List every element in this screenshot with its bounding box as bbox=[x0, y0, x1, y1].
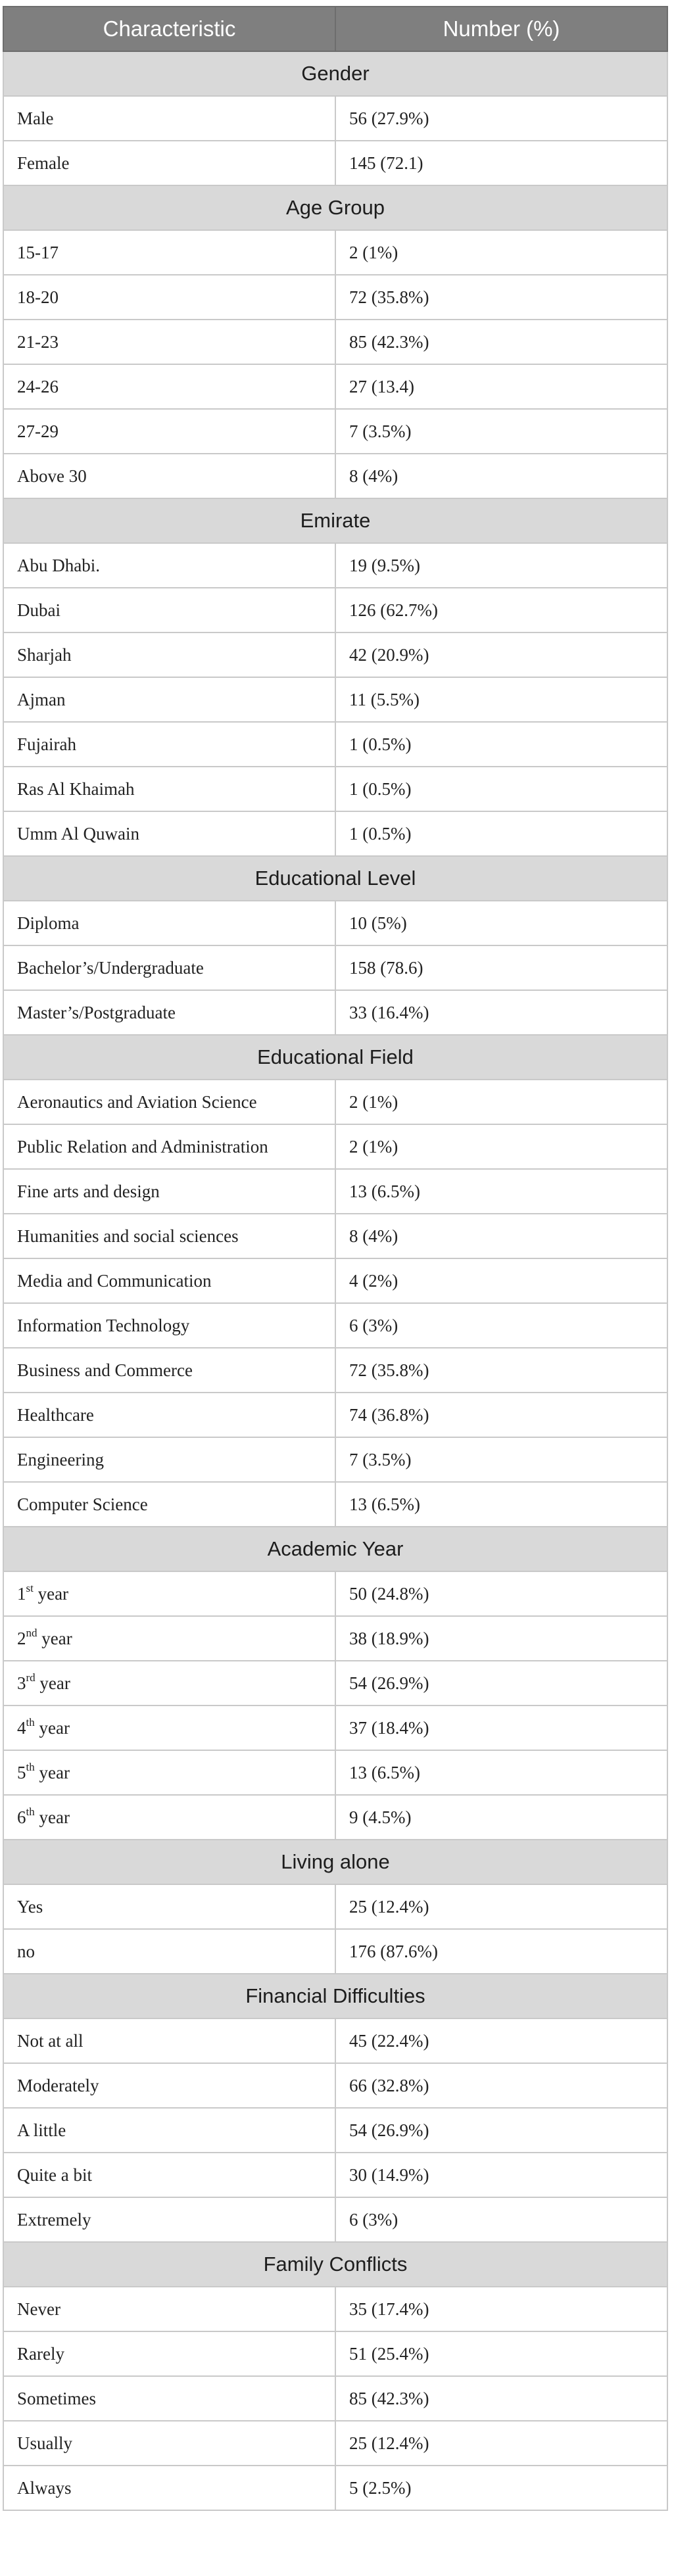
section-title: Gender bbox=[3, 51, 667, 96]
row-value: 13 (6.5%) bbox=[335, 1750, 667, 1795]
row-label-cell bbox=[3, 1124, 335, 1169]
table-row bbox=[3, 275, 667, 320]
row-value: 4 (2%) bbox=[335, 1258, 667, 1303]
row-label: Female bbox=[17, 153, 70, 173]
row-label-cell bbox=[3, 1258, 335, 1303]
ordinal-suffix: st bbox=[26, 1581, 34, 1594]
table-row bbox=[3, 990, 667, 1035]
row-label-cell bbox=[3, 677, 335, 722]
table-row bbox=[3, 1705, 667, 1750]
row-value: 8 (4%) bbox=[335, 454, 667, 498]
row-label: Engineering bbox=[17, 1449, 104, 1469]
row-label: Sometimes bbox=[17, 2388, 96, 2408]
table-row bbox=[3, 409, 667, 454]
row-label-cell bbox=[3, 1929, 335, 1974]
row-value: 11 (5.5%) bbox=[335, 677, 667, 722]
row-value: 54 (26.9%) bbox=[335, 1661, 667, 1705]
row-label-suffix: year bbox=[34, 1717, 70, 1738]
row-label-cell bbox=[3, 2063, 335, 2108]
row-label: Yes bbox=[17, 1896, 43, 1917]
table-row bbox=[3, 1214, 667, 1258]
row-value: 25 (12.4%) bbox=[335, 1884, 667, 1929]
row-label-cell bbox=[3, 1437, 335, 1482]
row-value: 10 (5%) bbox=[335, 901, 667, 945]
row-label-cell bbox=[3, 722, 335, 767]
row-label: Aeronautics and Aviation Science bbox=[17, 1091, 257, 1112]
row-label: Diploma bbox=[17, 913, 80, 933]
section-header-row bbox=[3, 1035, 667, 1080]
row-label: 4 bbox=[17, 1717, 26, 1738]
row-label-cell bbox=[3, 364, 335, 409]
row-value: 2 (1%) bbox=[335, 1124, 667, 1169]
table-row bbox=[3, 1482, 667, 1527]
section-header-row bbox=[3, 185, 667, 230]
row-label: Healthcare bbox=[17, 1404, 94, 1425]
row-label-suffix: year bbox=[34, 1807, 70, 1827]
row-value: 13 (6.5%) bbox=[335, 1169, 667, 1214]
row-label: Public Relation and Administration bbox=[17, 1136, 268, 1157]
row-value: 1 (0.5%) bbox=[335, 767, 667, 811]
row-label: Rarely bbox=[17, 2343, 64, 2364]
table-row bbox=[3, 1795, 667, 1840]
row-value: 5 (2.5%) bbox=[335, 2466, 667, 2510]
table-row bbox=[3, 1303, 667, 1348]
row-label-cell bbox=[3, 320, 335, 364]
section-title: Family Conflicts bbox=[3, 2242, 667, 2287]
row-label: Above 30 bbox=[17, 465, 87, 486]
section-title: Educational Field bbox=[3, 1035, 667, 1080]
table-row bbox=[3, 454, 667, 498]
row-value: 50 (24.8%) bbox=[335, 1571, 667, 1616]
row-label: Ajman bbox=[17, 689, 66, 709]
row-label-cell bbox=[3, 1884, 335, 1929]
section-title: Academic Year bbox=[3, 1527, 667, 1571]
row-label: Master’s/Postgraduate bbox=[17, 1002, 176, 1022]
section-header-row bbox=[3, 51, 667, 96]
row-value: 145 (72.1) bbox=[335, 141, 667, 185]
row-value: 27 (13.4) bbox=[335, 364, 667, 409]
table-row bbox=[3, 632, 667, 677]
ordinal-suffix: th bbox=[26, 1760, 35, 1773]
row-label-cell bbox=[3, 1661, 335, 1705]
row-label: Humanities and social sciences bbox=[17, 1226, 239, 1246]
row-label-suffix: year bbox=[35, 1673, 70, 1693]
row-label-cell bbox=[3, 2421, 335, 2466]
header-number: Number (%) bbox=[335, 7, 667, 51]
row-label-cell bbox=[3, 2376, 335, 2421]
row-value: 35 (17.4%) bbox=[335, 2287, 667, 2331]
table-row bbox=[3, 1616, 667, 1661]
table-row bbox=[3, 141, 667, 185]
row-label-cell bbox=[3, 588, 335, 632]
row-value: 126 (62.7%) bbox=[335, 588, 667, 632]
row-label-cell bbox=[3, 1571, 335, 1616]
row-label-cell bbox=[3, 2153, 335, 2197]
ordinal-suffix: nd bbox=[26, 1626, 37, 1639]
row-label-cell bbox=[3, 96, 335, 141]
table-row bbox=[3, 588, 667, 632]
row-label-suffix: year bbox=[37, 1628, 72, 1648]
row-label-cell bbox=[3, 1750, 335, 1795]
row-value: 1 (0.5%) bbox=[335, 811, 667, 856]
row-label: Business and Commerce bbox=[17, 1360, 193, 1380]
row-value: 158 (78.6) bbox=[335, 945, 667, 990]
table-header bbox=[3, 7, 667, 51]
section-header-row bbox=[3, 1527, 667, 1571]
row-label: Media and Communication bbox=[17, 1270, 212, 1291]
row-label-cell bbox=[3, 1303, 335, 1348]
row-label: Umm Al Quwain bbox=[17, 823, 139, 844]
row-value: 66 (32.8%) bbox=[335, 2063, 667, 2108]
row-value: 2 (1%) bbox=[335, 1080, 667, 1124]
table-row bbox=[3, 767, 667, 811]
row-label: Moderately bbox=[17, 2075, 99, 2095]
row-label-cell bbox=[3, 2018, 335, 2063]
row-label-cell bbox=[3, 1795, 335, 1840]
row-value: 72 (35.8%) bbox=[335, 275, 667, 320]
row-label: 5 bbox=[17, 1762, 26, 1782]
row-label: 15-17 bbox=[17, 242, 59, 262]
row-label-cell bbox=[3, 2197, 335, 2242]
row-label: Fujairah bbox=[17, 734, 76, 754]
header-characteristic: Characteristic bbox=[3, 7, 335, 51]
row-value: 176 (87.6%) bbox=[335, 1929, 667, 1974]
row-label-cell bbox=[3, 1393, 335, 1437]
row-label-cell bbox=[3, 1482, 335, 1527]
row-label-cell bbox=[3, 1705, 335, 1750]
row-label: Fine arts and design bbox=[17, 1181, 160, 1201]
row-value: 8 (4%) bbox=[335, 1214, 667, 1258]
row-label-cell bbox=[3, 767, 335, 811]
section-header-row bbox=[3, 856, 667, 901]
section-title: Emirate bbox=[3, 498, 667, 543]
table-row bbox=[3, 1124, 667, 1169]
row-label: Dubai bbox=[17, 600, 60, 620]
row-label-cell bbox=[3, 1169, 335, 1214]
table-row bbox=[3, 2421, 667, 2466]
section-header-row bbox=[3, 1974, 667, 2018]
row-value: 74 (36.8%) bbox=[335, 1393, 667, 1437]
row-value: 85 (42.3%) bbox=[335, 320, 667, 364]
row-label: 2 bbox=[17, 1628, 26, 1648]
row-label-cell bbox=[3, 230, 335, 275]
row-label: Sharjah bbox=[17, 644, 72, 665]
table-row bbox=[3, 2331, 667, 2376]
row-label: A little bbox=[17, 2120, 66, 2140]
ordinal-suffix: th bbox=[26, 1805, 35, 1818]
row-label: 18-20 bbox=[17, 287, 59, 307]
table-row bbox=[3, 1884, 667, 1929]
header-row bbox=[3, 7, 667, 51]
table-row bbox=[3, 1258, 667, 1303]
row-label-suffix: year bbox=[34, 1762, 70, 1782]
table-row bbox=[3, 1661, 667, 1705]
row-label: Male bbox=[17, 108, 54, 128]
row-label-cell bbox=[3, 1214, 335, 1258]
ordinal-suffix: rd bbox=[26, 1671, 36, 1684]
row-label-cell bbox=[3, 543, 335, 588]
table-row bbox=[3, 2376, 667, 2421]
table-row bbox=[3, 1437, 667, 1482]
row-label-suffix: year bbox=[33, 1583, 69, 1604]
table-row bbox=[3, 1348, 667, 1393]
table-row bbox=[3, 2153, 667, 2197]
row-label-cell bbox=[3, 1616, 335, 1661]
row-label: 27-29 bbox=[17, 421, 59, 441]
row-label-cell bbox=[3, 2466, 335, 2510]
section-title: Age Group bbox=[3, 185, 667, 230]
table-row bbox=[3, 1750, 667, 1795]
row-value: 19 (9.5%) bbox=[335, 543, 667, 588]
table-row bbox=[3, 2018, 667, 2063]
row-label-cell bbox=[3, 901, 335, 945]
row-label-cell bbox=[3, 945, 335, 990]
section-header-row bbox=[3, 1840, 667, 1884]
row-value: 9 (4.5%) bbox=[335, 1795, 667, 1840]
table-row bbox=[3, 2287, 667, 2331]
row-value: 42 (20.9%) bbox=[335, 632, 667, 677]
table-row bbox=[3, 2108, 667, 2153]
row-label-cell bbox=[3, 2331, 335, 2376]
table-row bbox=[3, 901, 667, 945]
row-value: 33 (16.4%) bbox=[335, 990, 667, 1035]
row-value: 6 (3%) bbox=[335, 2197, 667, 2242]
row-label: no bbox=[17, 1941, 35, 1961]
row-label: Computer Science bbox=[17, 1494, 148, 1514]
row-value: 2 (1%) bbox=[335, 230, 667, 275]
row-label: Quite a bit bbox=[17, 2164, 92, 2185]
table-row bbox=[3, 2466, 667, 2510]
table-row bbox=[3, 1169, 667, 1214]
ordinal-suffix: th bbox=[26, 1715, 35, 1729]
row-label-cell bbox=[3, 1080, 335, 1124]
row-label: 24-26 bbox=[17, 376, 59, 396]
row-label: Bachelor’s/Undergraduate bbox=[17, 957, 204, 978]
row-value: 85 (42.3%) bbox=[335, 2376, 667, 2421]
row-label: 1 bbox=[17, 1583, 26, 1604]
row-label: Information Technology bbox=[17, 1315, 190, 1335]
row-label: Not at all bbox=[17, 2030, 84, 2051]
row-value: 51 (25.4%) bbox=[335, 2331, 667, 2376]
row-label-cell bbox=[3, 632, 335, 677]
row-label: 3 bbox=[17, 1673, 26, 1693]
table-row bbox=[3, 811, 667, 856]
row-label: Always bbox=[17, 2477, 72, 2498]
table-row bbox=[3, 1571, 667, 1616]
table-container bbox=[3, 0, 671, 2511]
table-row bbox=[3, 2197, 667, 2242]
table-row bbox=[3, 1393, 667, 1437]
row-label-cell bbox=[3, 454, 335, 498]
table-body bbox=[3, 51, 667, 2510]
row-label: Never bbox=[17, 2299, 60, 2319]
row-label: Abu Dhabi. bbox=[17, 555, 100, 575]
row-label-cell bbox=[3, 141, 335, 185]
row-label: 21-23 bbox=[17, 331, 59, 352]
table-row bbox=[3, 1929, 667, 1974]
row-label: 6 bbox=[17, 1807, 26, 1827]
row-label: Usually bbox=[17, 2433, 72, 2453]
row-label-cell bbox=[3, 275, 335, 320]
table-row bbox=[3, 320, 667, 364]
row-value: 7 (3.5%) bbox=[335, 1437, 667, 1482]
table-row bbox=[3, 96, 667, 141]
row-value: 56 (27.9%) bbox=[335, 96, 667, 141]
table-row bbox=[3, 543, 667, 588]
row-label: Extremely bbox=[17, 2209, 91, 2230]
row-label-cell bbox=[3, 811, 335, 856]
row-label-cell bbox=[3, 409, 335, 454]
table-row bbox=[3, 230, 667, 275]
row-value: 72 (35.8%) bbox=[335, 1348, 667, 1393]
row-value: 6 (3%) bbox=[335, 1303, 667, 1348]
row-value: 1 (0.5%) bbox=[335, 722, 667, 767]
row-value: 13 (6.5%) bbox=[335, 1482, 667, 1527]
table-row bbox=[3, 722, 667, 767]
row-value: 30 (14.9%) bbox=[335, 2153, 667, 2197]
section-title: Financial Difficulties bbox=[3, 1974, 667, 2018]
table-row bbox=[3, 677, 667, 722]
table-row bbox=[3, 2063, 667, 2108]
table-row bbox=[3, 945, 667, 990]
table-row bbox=[3, 364, 667, 409]
row-label-cell bbox=[3, 2287, 335, 2331]
table-row bbox=[3, 1080, 667, 1124]
row-label-cell bbox=[3, 1348, 335, 1393]
row-value: 37 (18.4%) bbox=[335, 1705, 667, 1750]
section-title: Living alone bbox=[3, 1840, 667, 1884]
row-value: 45 (22.4%) bbox=[335, 2018, 667, 2063]
row-label-cell bbox=[3, 2108, 335, 2153]
row-label: Ras Al Khaimah bbox=[17, 778, 135, 799]
section-header-row bbox=[3, 498, 667, 543]
row-label-cell bbox=[3, 990, 335, 1035]
row-value: 38 (18.9%) bbox=[335, 1616, 667, 1661]
demographics-table bbox=[3, 6, 668, 2511]
row-value: 25 (12.4%) bbox=[335, 2421, 667, 2466]
row-value: 54 (26.9%) bbox=[335, 2108, 667, 2153]
section-header-row bbox=[3, 2242, 667, 2287]
row-value: 7 (3.5%) bbox=[335, 409, 667, 454]
section-title: Educational Level bbox=[3, 856, 667, 901]
